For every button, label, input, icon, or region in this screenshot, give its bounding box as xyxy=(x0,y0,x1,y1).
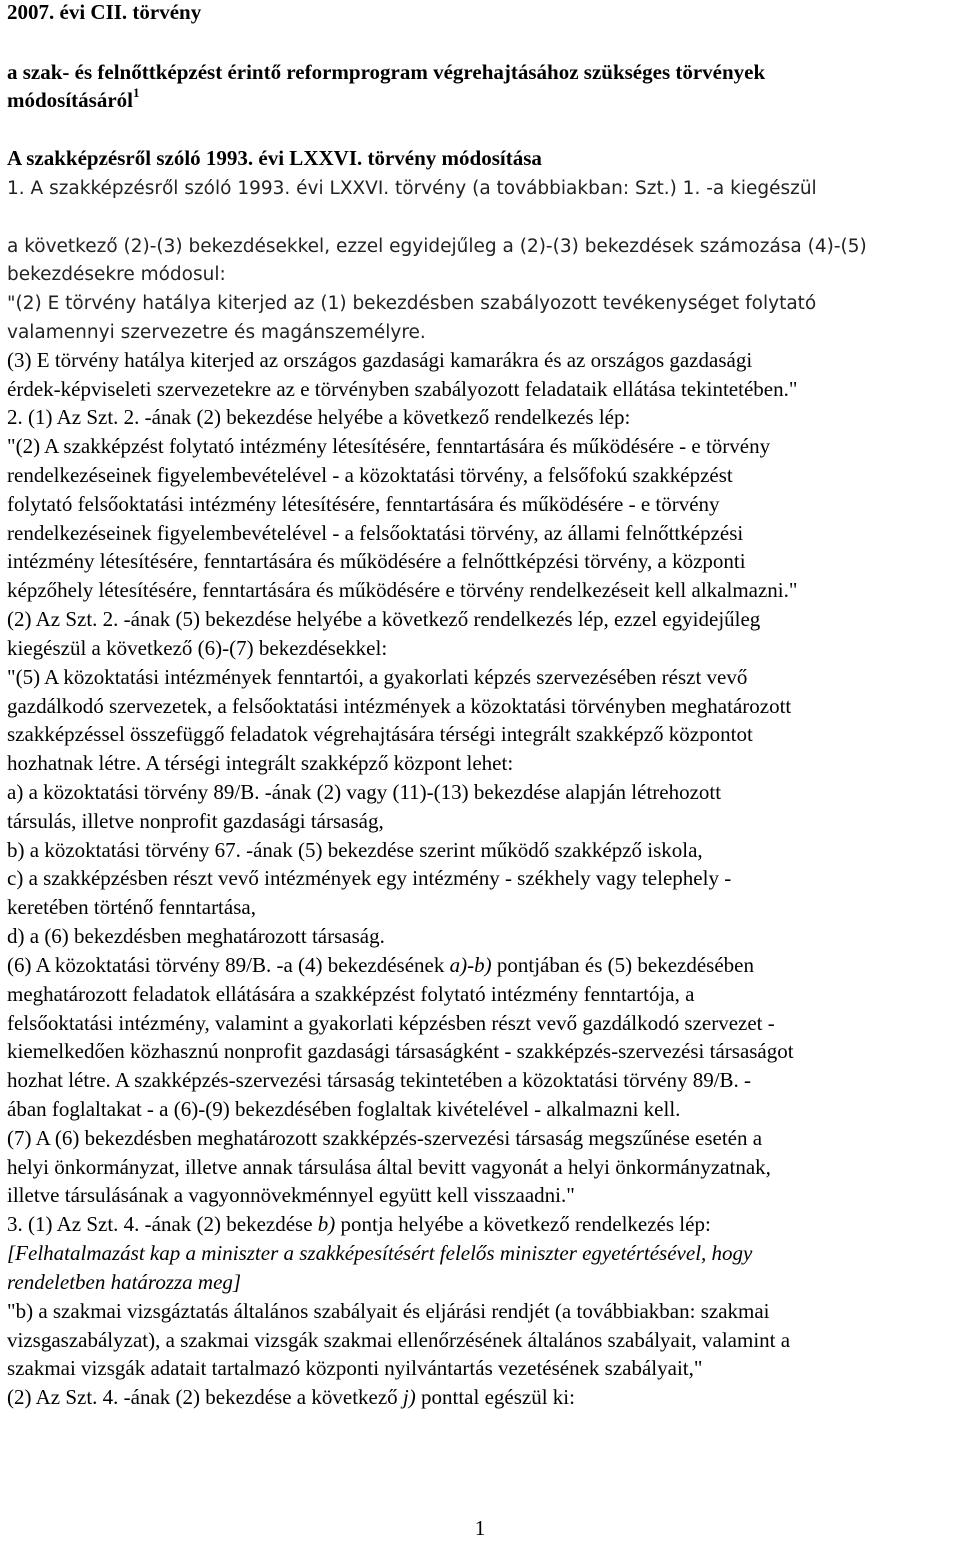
text-line: "(2) E törvény hatálya kiterjed az (1) bekezdésben szabályozott tevékenységet folytató xyxy=(7,293,817,314)
text-line: (7) A (6) bekezdésben meghatározott szakképzés-szervezési társaság megszűnése esetén a xyxy=(7,1126,763,1150)
text-line: (6) A közoktatási törvény 89/B. -a (4) bekezdésének a)-b) pontjában és (5) bekezdésében xyxy=(7,953,754,977)
text-line: d) a (6) bekezdésben meghatározott társaság. xyxy=(7,924,385,948)
footnote-mark[interactable]: 1 xyxy=(133,85,140,100)
text-line: a következő (2)-(3) bekezdésekkel, ezzel egyidejűleg a (2)-(3) bekezdések számozása (4)-(5) xyxy=(7,236,867,257)
text-line: ában foglaltakat - a (6)-(9) bekezdésében foglaltak kivételével - alkalmazni kell. xyxy=(7,1097,681,1121)
text-line: kiemelkedően közhasznú nonprofit gazdasági társaságként - szakképzés-szervezési társaságot xyxy=(7,1039,794,1063)
text-line: intézmény létesítésére, fenntartására és működésére a felnőttképzési törvény, a központi xyxy=(7,549,746,573)
text-line: b) a közoktatási törvény 67. -ának (5) bekezdése szerint működő szakképző iskola, xyxy=(7,838,703,862)
text-line: rendelkezéseinek figyelembevételével - a felsőoktatási törvény, az állami felnőttképzési xyxy=(7,521,744,545)
page-number: 1 xyxy=(474,1516,486,1540)
text-line: hozhat létre. A szakképzés-szervezési társaság tekintetében a közoktatási törvény 89/B. - xyxy=(7,1068,752,1092)
text-line: rendelkezéseinek figyelembevételével - a közoktatási törvény, a felsőfokú szakképzést xyxy=(7,463,733,487)
law-subtitle-line-1: a szak- és felnőttképzést érintő reformprogram végrehajtásához szükséges törvények xyxy=(7,60,766,84)
text-line: 2. (1) Az Szt. 2. -ának (2) bekezdése helyébe a következő rendelkezés lép: xyxy=(7,405,631,429)
text-line: (3) E törvény hatálya kiterjed az országos gazdasági kamarákra és az országos gazdasági xyxy=(7,348,753,372)
text-line: 3. (1) Az Szt. 4. -ának (2) bekezdése b) pontja helyébe a következő rendelkezés lép: xyxy=(7,1212,711,1236)
text-line: [Felhatalmazást kap a miniszter a szakképesítésért felelős miniszter egyetértésével, hogy xyxy=(7,1241,753,1265)
text-line: szakmai vizsgák adatait tartalmazó központi nyilvántartás vezetésének szabályait," xyxy=(7,1356,703,1380)
text-line: folytató felsőoktatási intézmény létesítésére, fenntartására és működésére - e törvény xyxy=(7,492,720,516)
text-line: valamennyi szervezetre és magánszemélyre. xyxy=(7,322,426,343)
text-line: meghatározott feladatok ellátására a szakképzést folytató intézmény fenntartója, a xyxy=(7,982,695,1006)
text-line: szakképzéssel összefüggő feladatok végrehajtására térségi integrált szakképző központot xyxy=(7,722,753,746)
text-line: a) a közoktatási törvény 89/B. -ának (2) vagy (11)-(13) bekezdése alapján létrehozott xyxy=(7,780,722,804)
text-line: keretében történő fenntartása, xyxy=(7,895,256,919)
law-subtitle-line-2: módosításáról$^1$ xyxy=(7,85,140,112)
text-line: helyi önkormányzat, illetve annak társulása által bevitt vagyonát a helyi önkormányzatnak, xyxy=(7,1155,771,1179)
text-line: hozhatnak létre. A térségi integrált szakképző központ lehet: xyxy=(7,751,514,775)
text-line: felsőoktatási intézmény, valamint a gyakorlati képzésben részt vevő gazdálkodó szervezet - xyxy=(7,1011,775,1035)
text-line: képzőhely létesítésére, fenntartására és működésére e törvény rendelkezéseit kell alkalmazni." xyxy=(7,578,798,602)
text-line: rendeletben határozza meg] xyxy=(7,1270,242,1294)
text-line: (2) Az Szt. 4. -ának (2) bekezdése a következő j) ponttal egészül ki: xyxy=(7,1385,575,1409)
law-title: 2007. évi CII. törvény xyxy=(7,0,202,24)
text-line: érdek-képviseleti szervezetekre az e törvényben szabályozott feladataik ellátása tekintetében." xyxy=(7,377,798,401)
text-line: 1. A szakképzésről szóló 1993. évi LXXVI. törvény (a továbbiakban: Szt.) 1. -a kiegészül xyxy=(7,178,817,199)
text-line: bekezdésekre módosul: xyxy=(7,264,226,285)
text-line: "(2) A szakképzést folytató intézmény létesítésére, fenntartására és működésére - e törvény xyxy=(7,434,771,458)
text-line: c) a szakképzésben részt vevő intézmények egy intézmény - székhely vagy telephely - xyxy=(7,866,732,890)
text-line: illetve társulásának a vagyonnövekménnyel együtt kell visszaadni." xyxy=(7,1183,575,1207)
text-line: társulás, illetve nonprofit gazdasági társaság, xyxy=(7,809,384,833)
text-line: "b) a szakmai vizsgáztatás általános szabályait és eljárási rendjét (a továbbiakban: szakmai xyxy=(7,1299,770,1323)
text-line: vizsgaszabályzat), a szakmai vizsgák szakmai ellenőrzésének általános szabályait, valamint a xyxy=(7,1328,791,1352)
text-line: kiegészül a következő (6)-(7) bekezdésekkel: xyxy=(7,636,388,660)
text-line: "(5) A közoktatási intézmények fenntartói, a gyakorlati képzés szervezésében részt vevő xyxy=(7,665,748,689)
text-line: gazdálkodó szervezetek, a felsőoktatási intézmények a közoktatási törvényben meghatározott xyxy=(7,694,792,718)
section-heading: A szakképzésről szóló 1993. évi LXXVI. törvény módosítása xyxy=(7,146,542,170)
text-line: (2) Az Szt. 2. -ának (5) bekezdése helyébe a következő rendelkezés lép, ezzel egyidejűleg xyxy=(7,607,761,631)
